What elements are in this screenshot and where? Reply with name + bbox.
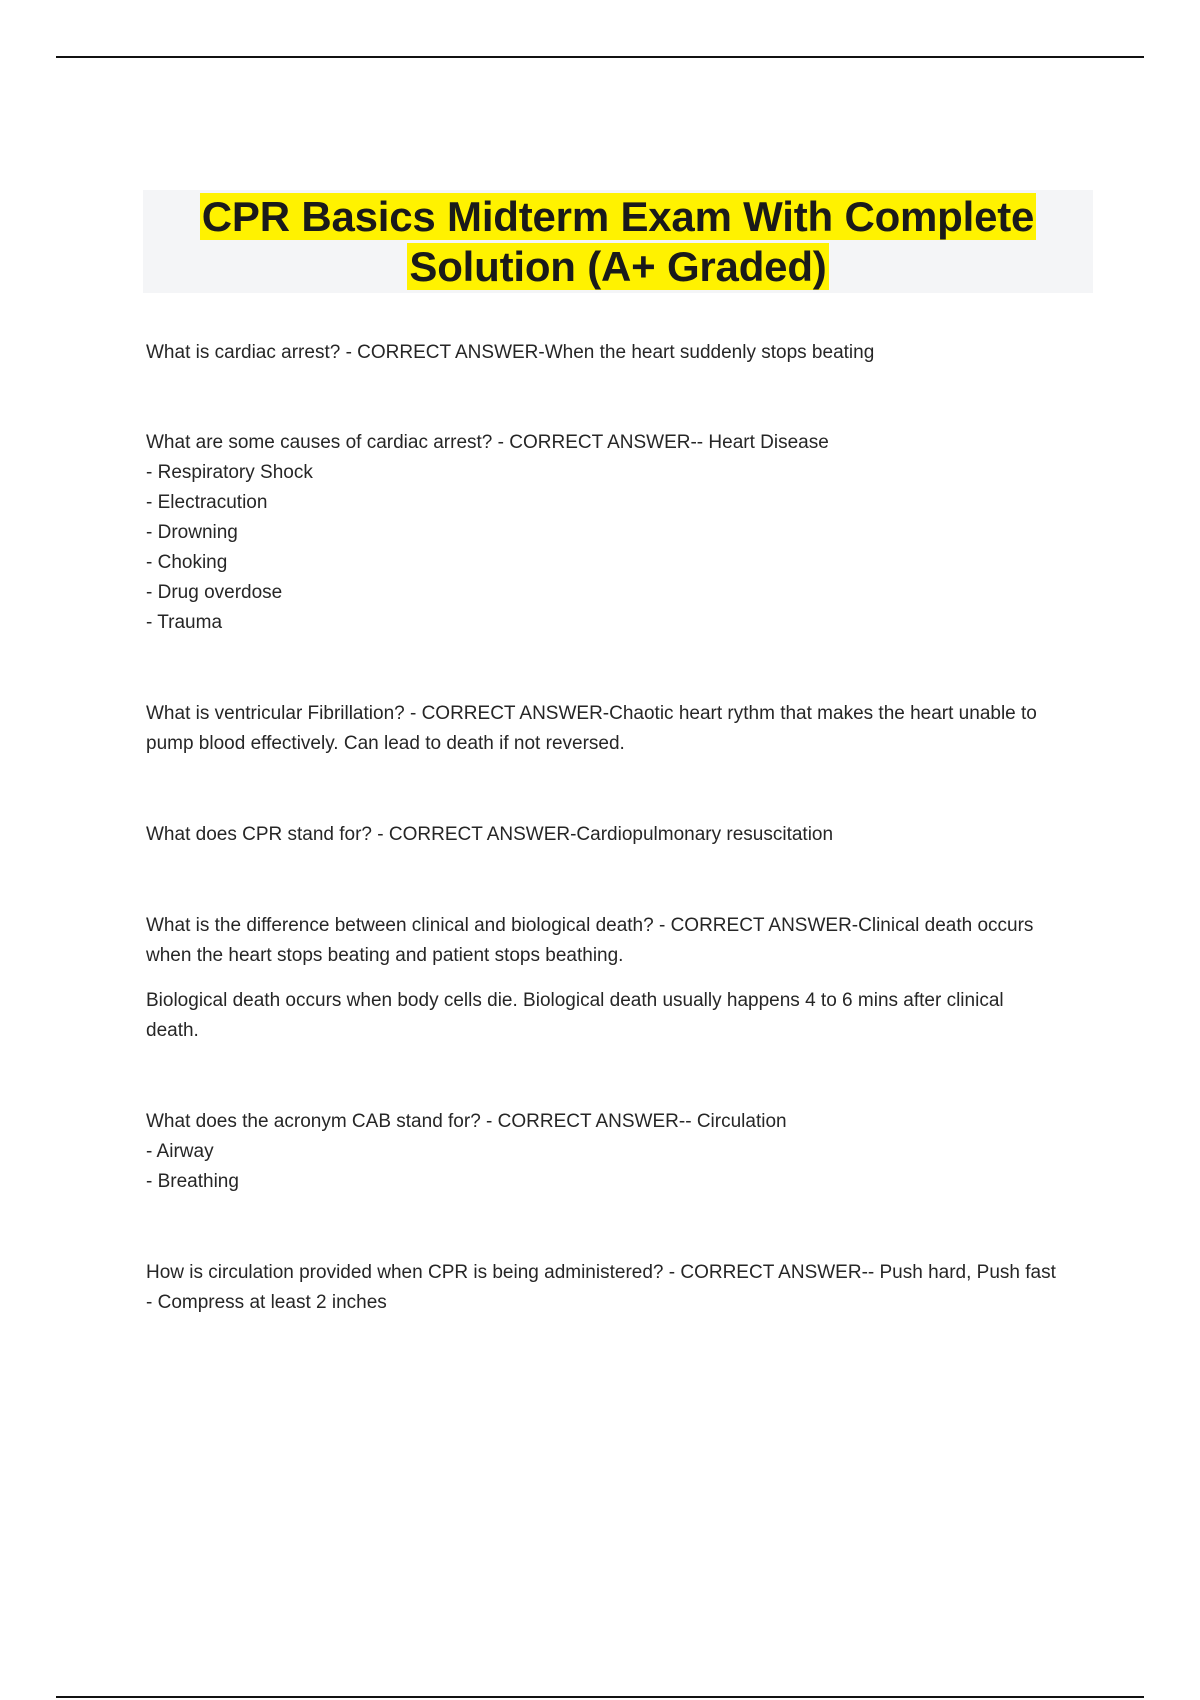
qa-question-continued: pump blood effectively. Can lead to death if not reversed. [146, 733, 625, 754]
top-rule [56, 56, 1144, 58]
qa-question: What does CPR stand for? - CORRECT ANSWER-Cardiopulmonary resuscitation [146, 824, 834, 845]
title-line-1-text: CPR Basics Midterm Exam With Complete [201, 193, 1035, 240]
qa-question: What does the acronym CAB stand for? - CORRECT ANSWER-- Circulation [146, 1111, 787, 1132]
title-line-1 [143, 192, 1093, 242]
qa-list-item: - Trauma [146, 612, 223, 633]
qa-list-item: - Breathing [146, 1171, 239, 1192]
qa-list-item: - Drug overdose [146, 582, 283, 603]
qa-list-item: - Respiratory Shock [146, 462, 313, 483]
qa-paragraph: Biological death occurs when body cells die. Biological death usually happens 4 to 6 mins after clinical [146, 990, 1004, 1011]
qa-question: What is ventricular Fibrillation? - CORRECT ANSWER-Chaotic heart rythm that makes the heart unable to [146, 703, 1037, 724]
qa-content [146, 338, 1096, 1318]
qa-list-item: - Drowning [146, 522, 238, 543]
qa-list-item: - Compress at least 2 inches [146, 1292, 387, 1313]
qa-question: What is the difference between clinical and biological death? - CORRECT ANSWER-Clinical death occurs [146, 915, 1034, 936]
qa-question: What is cardiac arrest? - CORRECT ANSWER-When the heart suddenly stops beating [146, 342, 875, 363]
title-box [143, 190, 1093, 293]
title-line-2-text: Solution (A+ Graded) [409, 243, 827, 290]
qa-paragraph-continued: death. [146, 1020, 199, 1041]
qa-question-continued: when the heart stops beating and patient stops beathing. [146, 945, 624, 966]
qa-question: How is circulation provided when CPR is being administered? - CORRECT ANSWER-- Push hard, Push fast [146, 1262, 1056, 1283]
title-line-2 [143, 242, 1093, 292]
qa-list-item: - Electracution [146, 492, 268, 513]
qa-question: What are some causes of cardiac arrest? - CORRECT ANSWER-- Heart Disease [146, 432, 829, 453]
bottom-rule [56, 1696, 1144, 1698]
qa-list-item: - Airway [146, 1141, 214, 1162]
qa-list-item: - Choking [146, 552, 228, 573]
